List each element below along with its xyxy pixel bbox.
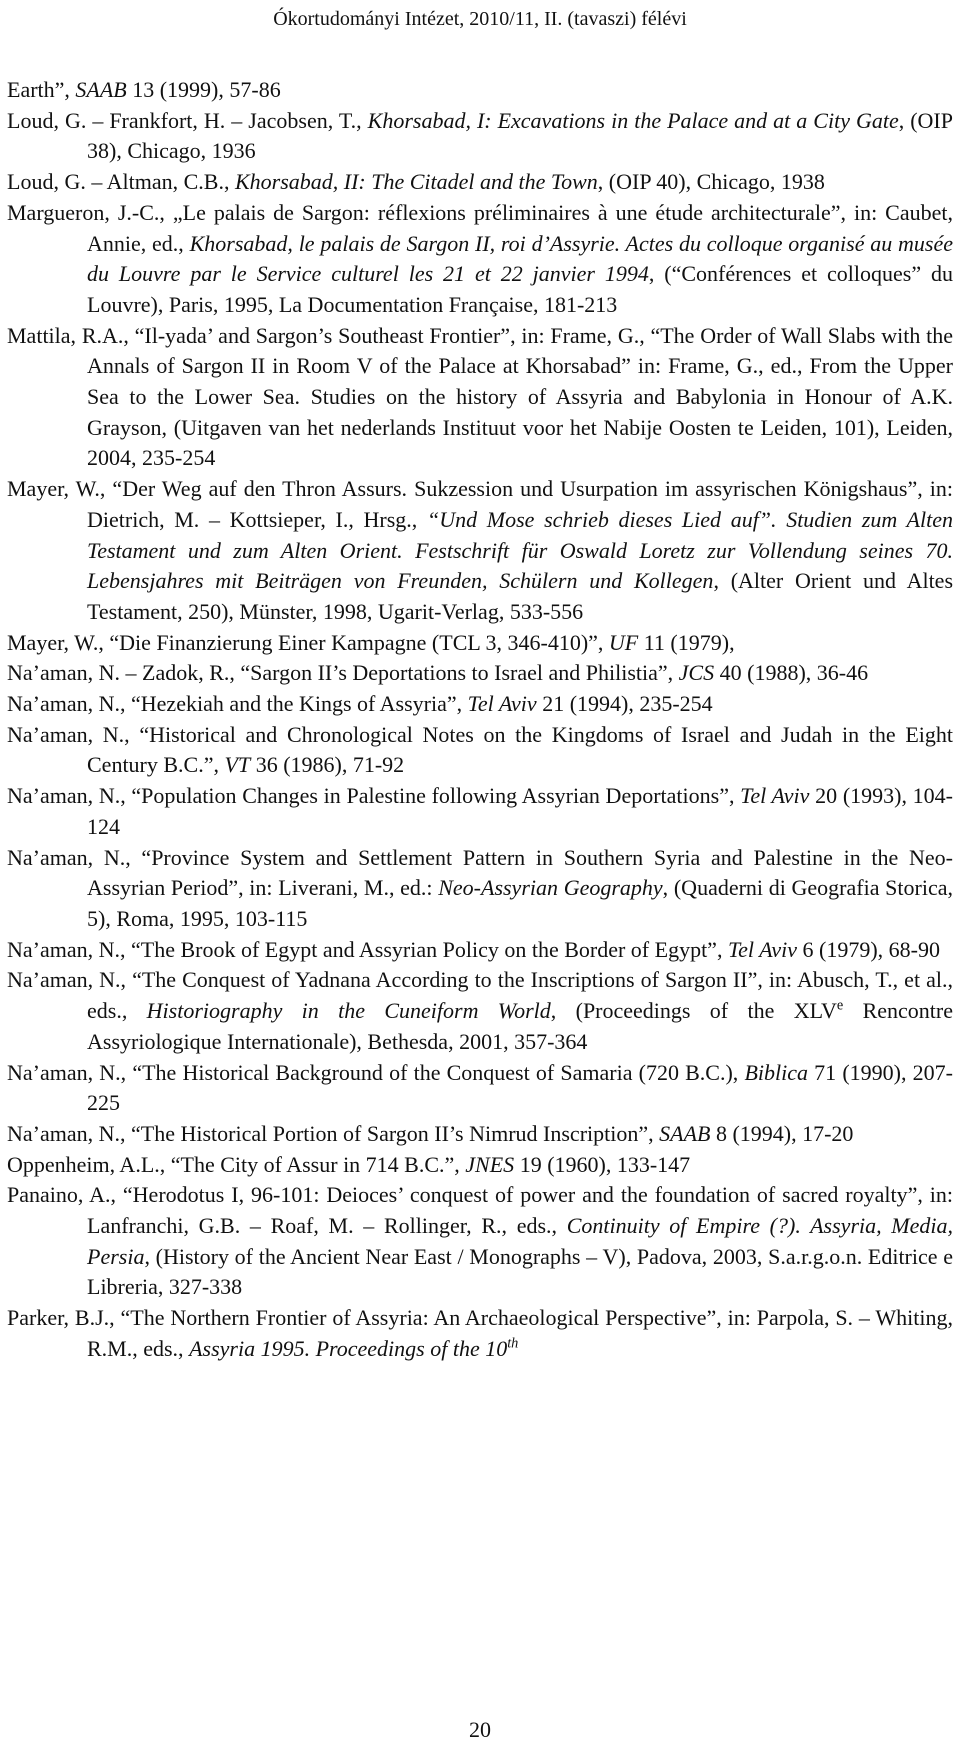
bibliography-entry [7, 106, 953, 167]
entry-text: Na’aman, N., “The Brook of Egypt and Assyrian Policy on the Border of Egypt”, [7, 936, 728, 962]
entry-title-italic: Tel Aviv [467, 691, 537, 717]
entry-text: 11 (1979), [638, 629, 735, 655]
entry-text: , (“Conférences et colloques” du Louvre), Paris, 1995, La Documentation Française, 181-213 [87, 261, 953, 317]
entry-title-italic: Khorsabad, I: Excavations in the Palace and at a City Gate [367, 107, 899, 133]
entry-text: Oppenheim, A.L., “The City of Assur in 714 B.C.”, [7, 1151, 466, 1177]
entry-text: Mayer, W., “Die Finanzierung Einer Kampagne (TCL 3, 346-410)”, [7, 629, 609, 655]
entry-text: , (OIP 40), Chicago, 1938 [597, 169, 825, 195]
entry-text: Na’aman, N., “The Historical Portion of Sargon II’s Nimrud Inscription”, [7, 1120, 660, 1146]
entry-title-italic: SAAB [659, 1120, 711, 1146]
entry-text: 6 (1979), 68-90 [797, 936, 940, 962]
bibliography-entry [7, 965, 953, 1057]
entry-text: , (Proceedings of the XLV [550, 998, 837, 1024]
entry-text: e [836, 997, 844, 1014]
bibliography-entry [7, 1303, 953, 1364]
entry-text: 36 (1986), 71-92 [250, 752, 405, 778]
bibliography-entry [7, 720, 953, 781]
entry-text: Na’aman, N., “Historical and Chronological Notes on the Kingdoms of Israel and Judah in the Eight Century B.C.”, [7, 721, 953, 778]
entry-text: , (Quaderni di Geografia Storica, 5), Roma, 1995, 103-115 [87, 875, 953, 931]
entry-text: Parker, B.J., “The Northern Frontier of Assyria: An Archaeological Perspective”, in: Parpola, S. – Whiting, R.M., eds., [7, 1305, 953, 1361]
entry-text: Mayer, W., “Der Weg auf den Thron Assurs. Sukzession und Usurpation im assyrischen Königshaus”, in: Dietrich, M. – Kottsieper, I., Hrsg., [7, 476, 953, 532]
entry-text: , (OIP 38), Chicago, 1936 [87, 107, 953, 164]
entry-title-italic: “Und Mose schrieb dieses Lied auf”. Studien zum Alten Testament und zum Alten Orient. Festschrift für Oswald Loretz zur Vollendung seines 70. Lebensjahres mit Beiträgen von Freunden, Schülern und Kollegen [87, 506, 953, 594]
entry-text: Rencontre Assyriologique Internationale), Bethesda, 2001, 357-364 [87, 998, 953, 1054]
entry-text: , (History of the Ancient Near East / Monographs – V), Padova, 2003, S.a.r.g.o.n. Editrice e Libreria, 327-338 [87, 1243, 953, 1300]
bibliography-entry [7, 1119, 953, 1150]
bibliography-entry [7, 474, 953, 628]
entry-text: 20 (1993), 104-124 [87, 783, 953, 839]
entry-title-italic: Tel Aviv [740, 783, 810, 809]
entry-title-italic: VT [224, 752, 251, 778]
entry-title-italic: th [507, 1335, 519, 1352]
entry-title-italic: JCS [678, 660, 715, 686]
entry-title-italic: JNES [465, 1151, 515, 1177]
entry-title-italic: Continuity of Empire (?). Assyria, Media, Persia [87, 1213, 953, 1269]
bibliography-list [7, 75, 953, 1365]
entry-text: 21 (1994), 235-254 [536, 691, 713, 717]
entry-text: 8 (1994), 17-20 [710, 1120, 854, 1146]
entry-title-italic: Assyria 1995. Proceedings of the 10 [189, 1335, 508, 1361]
bibliography-entry [7, 75, 953, 106]
entry-text: 19 (1960), 133-147 [514, 1151, 691, 1177]
bibliography-entry [7, 1180, 953, 1303]
entry-text: Na’aman, N., “The Conquest of Yadnana According to the Inscriptions of Sargon II”, in: Abusch, T., et al., eds., [7, 967, 953, 1024]
entry-text: Earth”, [7, 77, 76, 102]
entry-text: , (Alter Orient und Altes Testament, 250), Münster, 1998, Ugarit-Verlag, 533-556 [87, 568, 954, 624]
entry-title-italic: SAAB [75, 77, 127, 102]
entry-text: Na’aman, N., “Hezekiah and the Kings of Assyria”, [7, 691, 468, 717]
entry-title-italic: Historiography in the Cuneiform World [146, 998, 551, 1024]
entry-text: Panaino, A., “Herodotus I, 96-101: Deioces’ conquest of power and the foundation of sacred royalty”, in: Lanfranchi, G.B. – Roaf, M. – Rollinger, R., eds., [7, 1182, 953, 1239]
bibliography-entry [7, 781, 953, 842]
running-header: Ókortudományi Intézet, 2010/11, II. (tavaszi) félévi [273, 8, 687, 30]
bibliography-entry [7, 1150, 953, 1181]
entry-text: Na’aman, N., “The Historical Background of the Conquest of Samaria (720 B.C.), [7, 1059, 745, 1085]
bibliography-entry [7, 658, 953, 689]
bibliography-entry [7, 628, 953, 659]
bibliography-entry [7, 689, 953, 720]
entry-title-italic: Biblica [744, 1059, 809, 1085]
bibliography-entry [7, 198, 953, 321]
entry-text: Loud, G. – Altman, C.B., [7, 169, 235, 195]
entry-text: Loud, G. – Frankfort, H. – Jacobsen, T., [7, 107, 368, 133]
entry-title-italic: Khorsabad, le palais de Sargon II, roi d’Assyrie. Actes du colloque organisé au musée du Louvre par le Service culturel les 21 et 22 janvier 1994 [87, 230, 954, 287]
bibliography-entry [7, 321, 953, 475]
entry-text: Mattila, R.A., “Il-yada’ and Sargon’s Southeast Frontier”, in: Frame, G., “The Order of Wall Slabs with the Annals of Sargon II in Room V of the Palace at Khorsabad” in: Frame, G., ed., From the Upper Sea to the Lower Sea. Studies on the history of Assyria and Babylonia in Honour of A.K. Grayson, (Uitgaven van het nederlands Instituut voor het Nabije Oosten te Leiden, 101), Leiden, 2004, 235-254 [7, 322, 953, 471]
entry-title-italic: Tel Aviv [727, 936, 798, 962]
entry-text: Na’aman, N., “Province System and Settlement Pattern in Southern Syria and Palestine in the Neo-Assyrian Period”, in: Liverani, M., ed.: [7, 844, 953, 901]
entry-text: Na’aman, N., “Population Changes in Palestine following Assyrian Deportations”, [7, 783, 741, 809]
bibliography-entry [7, 1058, 953, 1119]
bibliography-entry [7, 935, 953, 966]
entry-title-italic: UF [608, 629, 639, 655]
page-number: 20 [469, 1717, 491, 1742]
bibliography-entry [7, 167, 953, 198]
entry-text: Na’aman, N. – Zadok, R., “Sargon II’s Deportations to Israel and Philistia”, [7, 660, 679, 686]
entry-title-italic: Khorsabad, II: The Citadel and the Town [234, 169, 598, 195]
entry-text: Margueron, J.-C., „Le palais de Sargon: réflexions préliminaires à une étude architecturale”, in: Caubet, Annie, ed., [7, 199, 953, 256]
entry-title-italic: Neo-Assyrian Geography [438, 875, 663, 901]
entry-text: 71 (1990), 207-225 [87, 1059, 953, 1116]
entry-text: 13 (1999), 57-86 [126, 77, 281, 102]
entry-text: 40 (1988), 36-46 [714, 660, 869, 686]
bibliography-entry [7, 843, 953, 935]
